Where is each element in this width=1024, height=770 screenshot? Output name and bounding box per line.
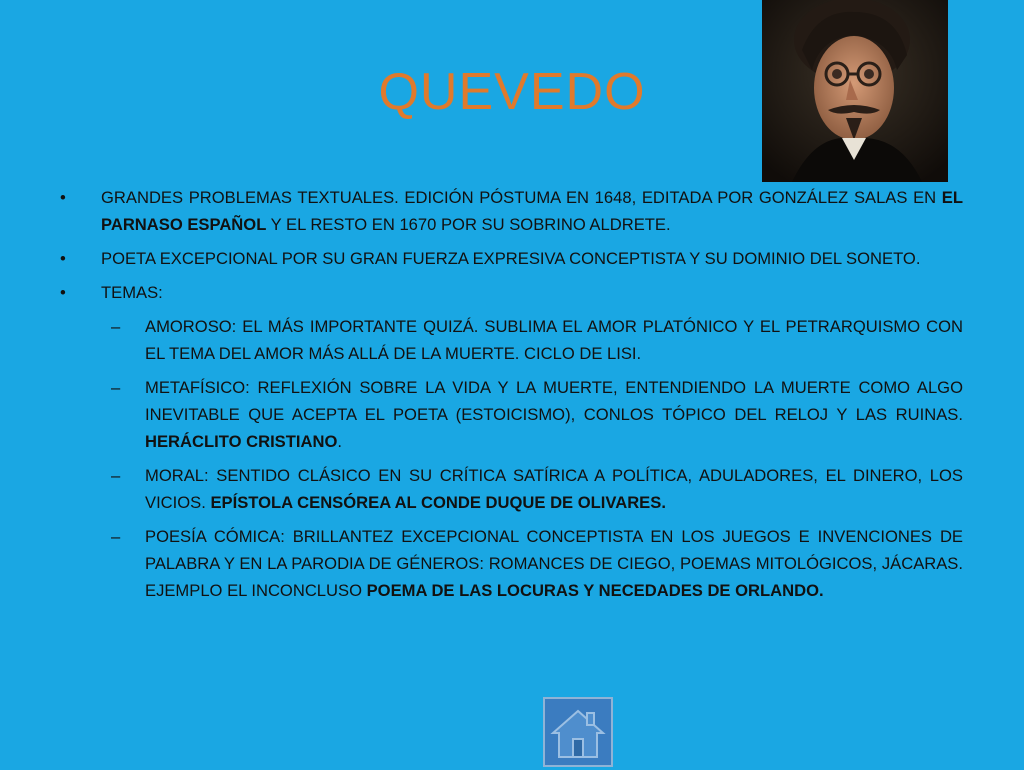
home-button[interactable] xyxy=(543,697,613,767)
emphasis-text: POEMA DE LAS LOCURAS Y NECEDADES DE ORLANDO. xyxy=(366,581,824,600)
slide-title: QUEVEDO xyxy=(378,63,646,121)
dash-marker: – xyxy=(111,378,121,397)
bullet-text: TEMAS: xyxy=(101,283,163,302)
bullet-text: Y EL RESTO EN 1670 POR SU SOBRINO ALDRETE. xyxy=(266,215,671,234)
sub-bullet-item xyxy=(60,523,963,604)
emphasis-text: EL PARNASO ESPAÑOL xyxy=(101,188,963,234)
bullet-text: METAFÍSICO: REFLEXIÓN SOBRE LA VIDA Y LA MUERTE, ENTENDIENDO LA MUERTE COMO ALGO INEVITABLE QUE ACEPTA EL POETA (ESTOICISMO), CONLOS TÓPICO DEL RELOJ Y LAS RUINAS. xyxy=(145,378,963,424)
bullet-item xyxy=(60,279,963,306)
bullet-text: POETA EXCEPCIONAL POR SU GRAN FUERZA EXPRESIVA CONCEPTISTA Y SU DOMINIO DEL SONETO. xyxy=(101,249,921,268)
bullet-text: AMOROSO: EL MÁS IMPORTANTE QUIZÁ. SUBLIMA EL AMOR PLATÓNICO Y EL PETRARQUISMO CON EL TEMA DEL AMOR MÁS ALLÁ DE LA MUERTE. CICLO DE LISI. xyxy=(145,317,963,363)
bullet-text: GRANDES PROBLEMAS TEXTUALES. EDICIÓN PÓSTUMA EN 1648, EDITADA POR GONZÁLEZ SALAS EN xyxy=(101,188,942,207)
sub-bullet-item xyxy=(60,374,963,455)
dash-marker: – xyxy=(111,466,121,485)
emphasis-text: EPÍSTOLA CENSÓREA AL CONDE DUQUE DE OLIVARES. xyxy=(210,493,666,512)
bullet-text: POESÍA CÓMICA: BRILLANTEZ EXCEPCIONAL CONCEPTISTA EN LOS JUEGOS E INVENCIONES DE PALABRA Y EN LA PARODIA DE GÉNEROS: ROMANCES DE CIEGO, POEMAS MITOLÓGICOS, JÁCARAS. EJEMPLO EL INCONCLUSO xyxy=(145,527,963,600)
slide-body xyxy=(60,184,963,611)
sub-bullet-item xyxy=(60,313,963,367)
bullet-item xyxy=(60,184,963,238)
sub-bullet-item xyxy=(60,462,963,516)
dash-marker: – xyxy=(111,527,121,546)
bullet-text: . xyxy=(337,432,342,451)
bullet-text: MORAL: SENTIDO CLÁSICO EN SU CRÍTICA SATÍRICA A POLÍTICA, ADULADORES, EL DINERO, LOS VICIOS. xyxy=(145,466,963,512)
emphasis-text: HERÁCLITO CRISTIANO xyxy=(145,432,338,451)
bullet-marker: • xyxy=(60,283,66,302)
home-icon xyxy=(545,699,611,765)
bullet-marker: • xyxy=(60,249,66,268)
quevedo-portrait-image xyxy=(762,0,948,182)
bullet-marker: • xyxy=(60,188,66,207)
dash-marker: – xyxy=(111,317,121,336)
bullet-item xyxy=(60,245,963,272)
